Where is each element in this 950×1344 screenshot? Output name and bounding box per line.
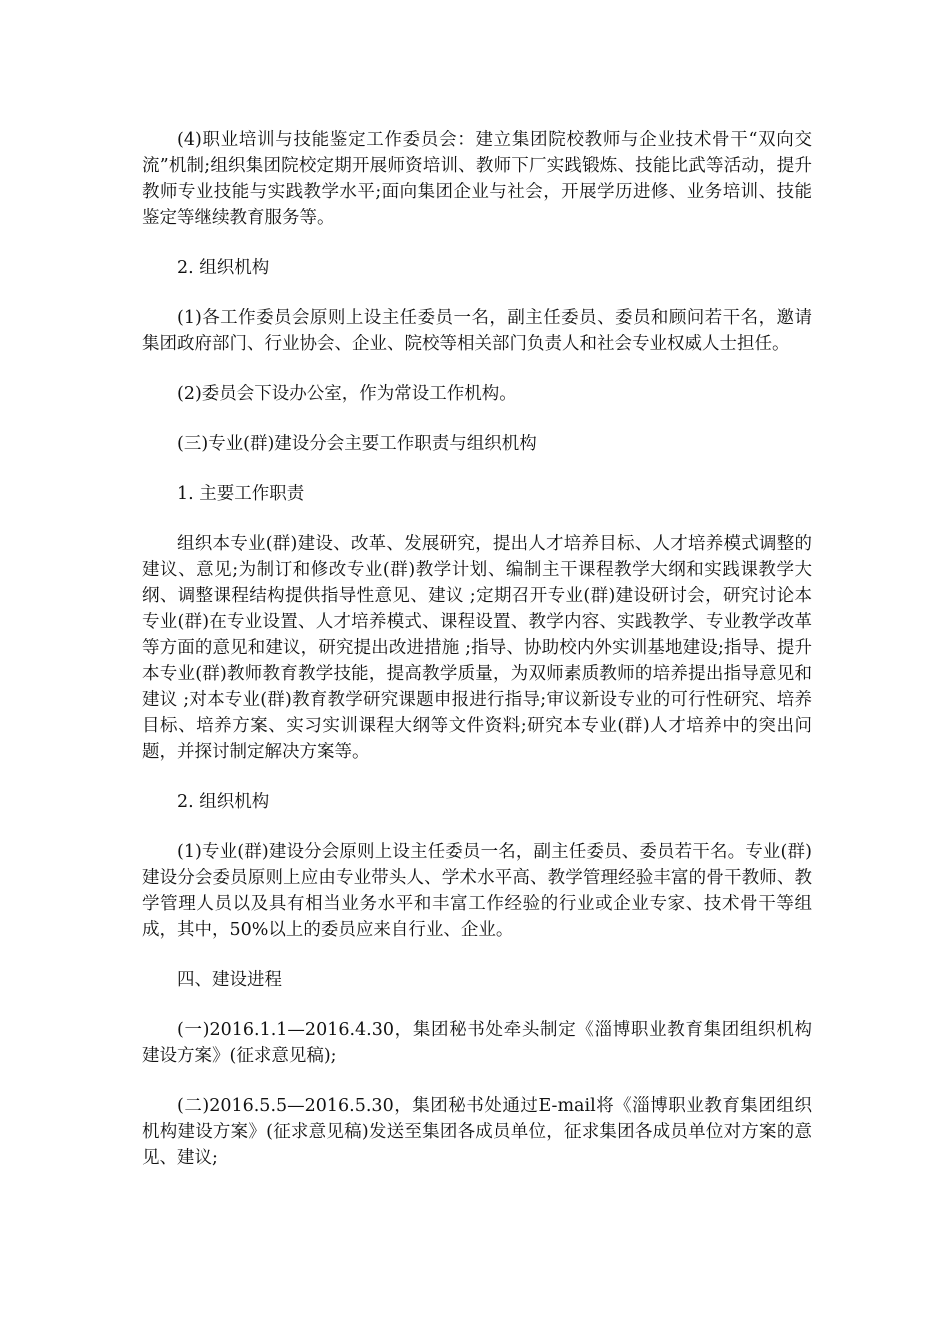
document-body bbox=[142, 127, 812, 1195]
paragraph-branch-members: (1)专业(群)建设分会原则上设主任委员一名，副主任委员、委员若干名。专业(群)建设分会委员原则上应由专业带头人、学术水平高、教学管理经验丰富的骨干教师、教学管理人员以及具有相当业务水平和丰富工作经验的行业或企业专家、技术骨干等组成，其中，50%以上的委员应来自行业、企业。 bbox=[142, 842, 812, 940]
paragraph-progress-step-1: (一)2016.1.1—2016.4.30，集团秘书处牵头制定《淄博职业教育集团组织机构建设方案》(征求意见稿); bbox=[142, 1020, 812, 1066]
paragraph-committee-training: (4)职业培训与技能鉴定工作委员会：建立集团院校教师与企业技术骨干“双向交流”机制;组织集团院校定期开展师资培训、教师下厂实践锻炼、技能比武等活动，提升教师专业技能与实践教学水平;面向集团企业与社会，开展学历进修、业务培训、技能鉴定等继续教育服务等。 bbox=[142, 130, 812, 228]
paragraph-progress-step-2: (二)2016.5.5—2016.5.30，集团秘书处通过E-mail将《淄博职业教育集团组织机构建设方案》(征求意见稿)发送至集团各成员单位，征求集团各成员单位对方案的意见、建议; bbox=[142, 1096, 812, 1168]
paragraph-committee-members: (1)各工作委员会原则上设主任委员一名，副主任委员、委员和顾问若干名，邀请集团政府部门、行业协会、企业、院校等相关部门负责人和社会专业权威人士担任。 bbox=[142, 308, 812, 354]
heading-construction-progress: 四、建设进程 bbox=[177, 970, 282, 990]
heading-organization-2: 2. 组织机构 bbox=[177, 792, 270, 812]
heading-organization: 2. 组织机构 bbox=[177, 258, 270, 278]
paragraph-committee-office: (2)委员会下设办公室，作为常设工作机构。 bbox=[177, 384, 517, 404]
heading-main-duties: 1. 主要工作职责 bbox=[177, 484, 305, 504]
heading-specialty-branch: (三)专业(群)建设分会主要工作职责与组织机构 bbox=[177, 434, 537, 454]
paragraph-main-duties: 组织本专业(群)建设、改革、发展研究，提出人才培养目标、人才培养模式调整的建议、意见;为制订和修改专业(群)教学计划、编制主干课程教学大纲和实践课教学大纲、调整课程结构提供指导性意见、建议 ;定期召开专业(群)建设研讨会，研究讨论本专业(群)在专业设置、人才培养模式、课程设置、教学内容、实践教学、专业教学改革等方面的意见和建议，研究提出改进措施 ;指导、协助校内外实训基地建设;指导、提升本专业(群)教师教育教学技能，提高教学质量，为双师素质教师的培养提出指导意见和建议 ;对本专业(群)教育教学研究课题申报进行指导;审议新设专业的可行性研究、培养目标、培养方案、实习实训课程大纲等文件资料;研究本专业(群)人才培养中的突出问题，并探讨制定解决方案等。 bbox=[142, 534, 812, 762]
